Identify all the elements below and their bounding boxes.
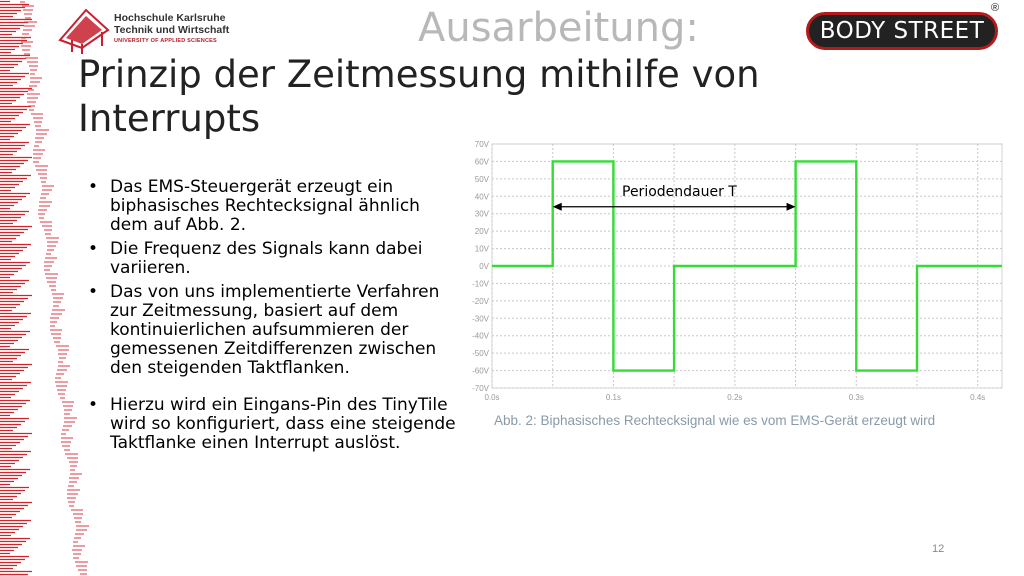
- y-tick-label: 60V: [474, 157, 489, 167]
- y-tick-label: 20V: [474, 227, 489, 237]
- y-tick-label: -10V: [472, 279, 489, 289]
- y-tick-label: 0V: [479, 262, 489, 271]
- x-tick-label: 0.4s: [970, 393, 986, 402]
- bullet-list: [88, 178, 460, 458]
- y-tick-label: 70V: [474, 140, 489, 149]
- period-annotation: Periodendauer T: [622, 184, 737, 200]
- university-logo: [58, 8, 258, 54]
- y-tick-label: -40V: [472, 331, 489, 341]
- x-tick-label: 0.3s: [848, 393, 864, 402]
- figure-caption: Abb. 2: Biphasisches Rechtecksignal wie es vom EMS-Gerät erzeugt wird: [494, 413, 936, 428]
- registered-mark: ®: [991, 2, 1000, 14]
- bullet-item: • Das von uns implementierte Verfahren zur Zeitmessung, basiert auf dem kontinuierlichen aufsummieren der gemessenen Zeitdifferenzen zwischen den steigenden Taktflanken.: [88, 283, 460, 378]
- slide-title: Prinzip der Zeitmessung mithilfe von Interrupts: [78, 53, 760, 140]
- y-tick-label: 30V: [474, 209, 489, 219]
- slide-kicker: Ausarbeitung:: [418, 5, 699, 51]
- y-tick-label: -30V: [472, 314, 489, 324]
- y-tick-label: -50V: [472, 349, 489, 359]
- y-tick-label: -20V: [472, 296, 489, 306]
- y-tick-label: 50V: [474, 174, 489, 184]
- signal-chart: [462, 136, 1007, 408]
- y-tick-label: -60V: [472, 366, 489, 376]
- brand-logo: BODY STREET: [806, 12, 998, 50]
- x-tick-label: 0.0s: [484, 393, 500, 402]
- bullet-item: • Das EMS-Steuergerät erzeugt ein biphasisches Rechtecksignal ähnlich dem auf Abb. 2.: [88, 178, 460, 235]
- y-tick-label: -70V: [472, 384, 489, 393]
- university-logo-line1: Hochschule Karlsruhe: [114, 12, 226, 24]
- university-logo-icon: [58, 8, 114, 54]
- page-number: 12: [932, 543, 945, 555]
- y-tick-label: 40V: [474, 192, 489, 202]
- university-logo-line3: UNIVERSITY OF APPLIED SCIENCES: [114, 38, 217, 44]
- x-tick-label: 0.1s: [605, 393, 621, 402]
- bullet-item: • Die Frequenz des Signals kann dabei variieren.: [88, 240, 460, 278]
- y-tick-label: 10V: [474, 244, 489, 254]
- bullet-item: • Hierzu wird ein Eingans-Pin des TinyTile wird so konfiguriert, dass eine steigende Taktflanke einen Interrupt auslöst.: [88, 396, 460, 453]
- x-tick-label: 0.2s: [727, 393, 743, 402]
- university-logo-line2: Technik und Wirtschaft: [114, 24, 230, 36]
